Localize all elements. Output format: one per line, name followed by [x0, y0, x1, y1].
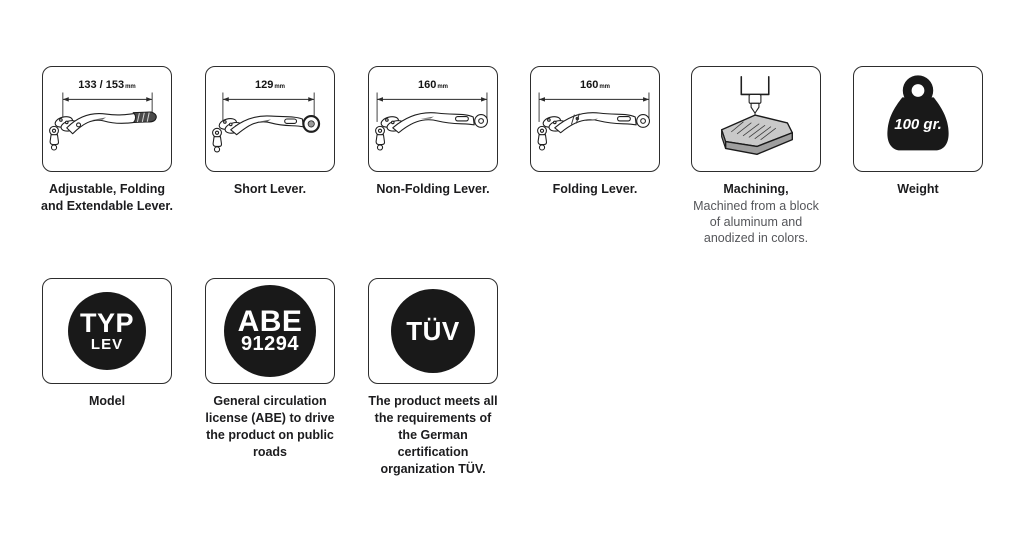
caption-line: of aluminum and — [709, 215, 803, 229]
dimension-label — [206, 79, 334, 91]
badge-primary-text: TÜV — [406, 316, 460, 346]
feature-adjustable-lever — [42, 66, 172, 215]
badge-secondary-text: 91294 — [240, 333, 300, 355]
caption-line: Weight — [897, 182, 939, 196]
caption-line: the product on public — [206, 428, 334, 442]
badge-primary-text: ABE — [237, 305, 303, 338]
machining-card — [691, 66, 821, 172]
caption-line: Non-Folding Lever. — [376, 182, 490, 196]
tuv-badge-icon — [391, 289, 475, 373]
feature-abe-license — [205, 278, 335, 461]
caption-line: The product meets all — [368, 394, 498, 408]
caption-line: the requirements of — [374, 411, 492, 425]
card-caption — [353, 393, 513, 478]
caption-line: Short Lever. — [233, 182, 307, 196]
dimension-unit: mm — [125, 84, 136, 90]
caption-line: Folding Lever. — [552, 182, 638, 196]
card-caption — [676, 181, 836, 246]
feature-non-folding-lever — [368, 66, 498, 198]
caption-line: the German — [398, 428, 468, 442]
tuv-card — [368, 278, 498, 384]
card-caption — [190, 393, 350, 461]
dimension-unit: mm — [274, 84, 286, 90]
adjustable-lever-card — [42, 66, 172, 172]
abe-badge-icon — [224, 285, 316, 377]
badge-primary-text: TYP — [79, 308, 134, 338]
typ-lev-badge-icon — [68, 292, 146, 370]
machining-icon — [692, 67, 820, 171]
badge-secondary-text: LEV — [90, 336, 124, 353]
dimension-label — [43, 79, 171, 91]
card-caption — [838, 181, 998, 198]
dimension-unit: mm — [437, 84, 449, 90]
feature-model — [42, 278, 172, 410]
weight-value-label: 100 gr. — [894, 116, 942, 133]
abe-card — [205, 278, 335, 384]
dimension-value: 129 — [254, 79, 274, 91]
feature-short-lever — [205, 66, 335, 198]
dimension-label — [531, 79, 659, 91]
caption-title: Machining, — [723, 182, 789, 196]
dimension-label — [369, 79, 497, 91]
caption-line: license (ABE) to drive — [205, 411, 335, 425]
feature-folding-lever — [530, 66, 660, 198]
short-lever-card — [205, 66, 335, 172]
caption-line: organization TÜV. — [380, 462, 486, 476]
caption-line: anodized in colors. — [703, 231, 809, 245]
dimension-unit: mm — [599, 84, 611, 90]
dimension-value: 133 / 153 — [78, 79, 125, 91]
feature-weight — [853, 66, 983, 198]
non-folding-lever-card — [368, 66, 498, 172]
caption-line: certification — [397, 445, 469, 459]
weight-card — [853, 66, 983, 172]
folding-lever-card — [530, 66, 660, 172]
card-caption — [353, 181, 513, 198]
caption-line: roads — [252, 445, 288, 459]
caption-line: Model — [88, 394, 126, 408]
caption-line: and Extendable Lever. — [41, 199, 173, 213]
caption-line: Adjustable, Folding — [49, 182, 165, 196]
dimension-value: 160 — [417, 79, 437, 91]
feature-tuv — [368, 278, 498, 478]
dimension-value: 160 — [579, 79, 599, 91]
card-caption — [515, 181, 675, 198]
card-caption — [27, 181, 187, 215]
caption-line: General circulation — [213, 394, 327, 408]
card-caption — [190, 181, 350, 198]
model-card — [42, 278, 172, 384]
card-caption — [27, 393, 187, 410]
feature-machining — [691, 66, 821, 246]
caption-line: Machined from a block — [693, 199, 819, 213]
